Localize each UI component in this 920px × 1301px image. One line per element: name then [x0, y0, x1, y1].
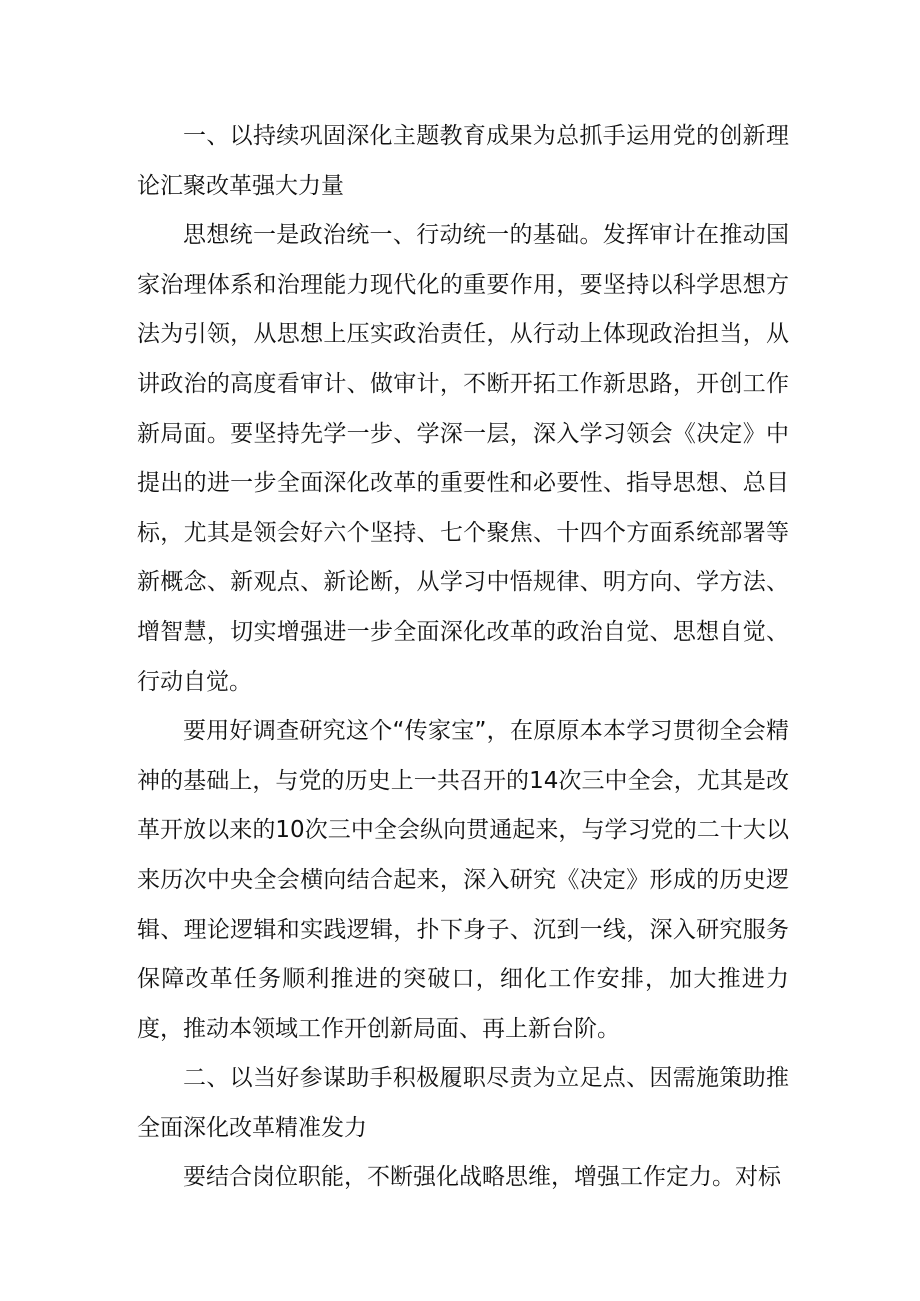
- body-paragraph-3: 要结合岗位职能，不断强化战略思维，增强工作定力。对标: [183, 1164, 781, 1191]
- section-heading-1: 一、以持续巩固深化主题教育成果为总抓手运用党的创新理论汇聚改革强大力量: [137, 123, 789, 199]
- body-paragraph-1: 思想统一是政治统一、行动统一的基础。发挥审计在推动国家治理体系和治理能力现代化的重要作用，要坚持以科学思想方法为引领，从思想上压实政治责任，从行动上体现政治担当，从讲政治的高度看审计、做审计，不断开拓工作新思路，开创工作新局面。要坚持先学一步、学深一层，深入学习领会《决定》中提出的进一步全面深化改革的重要性和必要性、指导思想、总目标，尤其是领会好六个坚持、七个聚焦、十四个方面系统部署等新概念、新观点、新论断，从学习中悟规律、明方向、学方法、增智慧，切实增强进一步全面深化改革的政治自觉、思想自觉、行动自觉。: [137, 222, 789, 695]
- body-paragraph-2: 要用好调查研究这个“传家宝”，在原原本本学习贯彻全会精神的基础上，与党的历史上一共召开的14次三中全会，尤其是改革开放以来的10次三中全会纵向贯通起来，与学习党的二十大以来历次中央全会横向结合起来，深入研究《决定》形成的历史逻辑、理论逻辑和实践逻辑，扑下身子、沉到一线，深入研究服务保障改革任务顺利推进的突破口，细化工作安排，加大推进力度，推动本领域工作开创新局面、再上新台阶。: [137, 718, 789, 1042]
- section-heading-2: 二、以当好参谋助手积极履职尽责为立足点、因需施策助推全面深化改革精准发力: [137, 1065, 789, 1141]
- document-body: [137, 112, 789, 1203]
